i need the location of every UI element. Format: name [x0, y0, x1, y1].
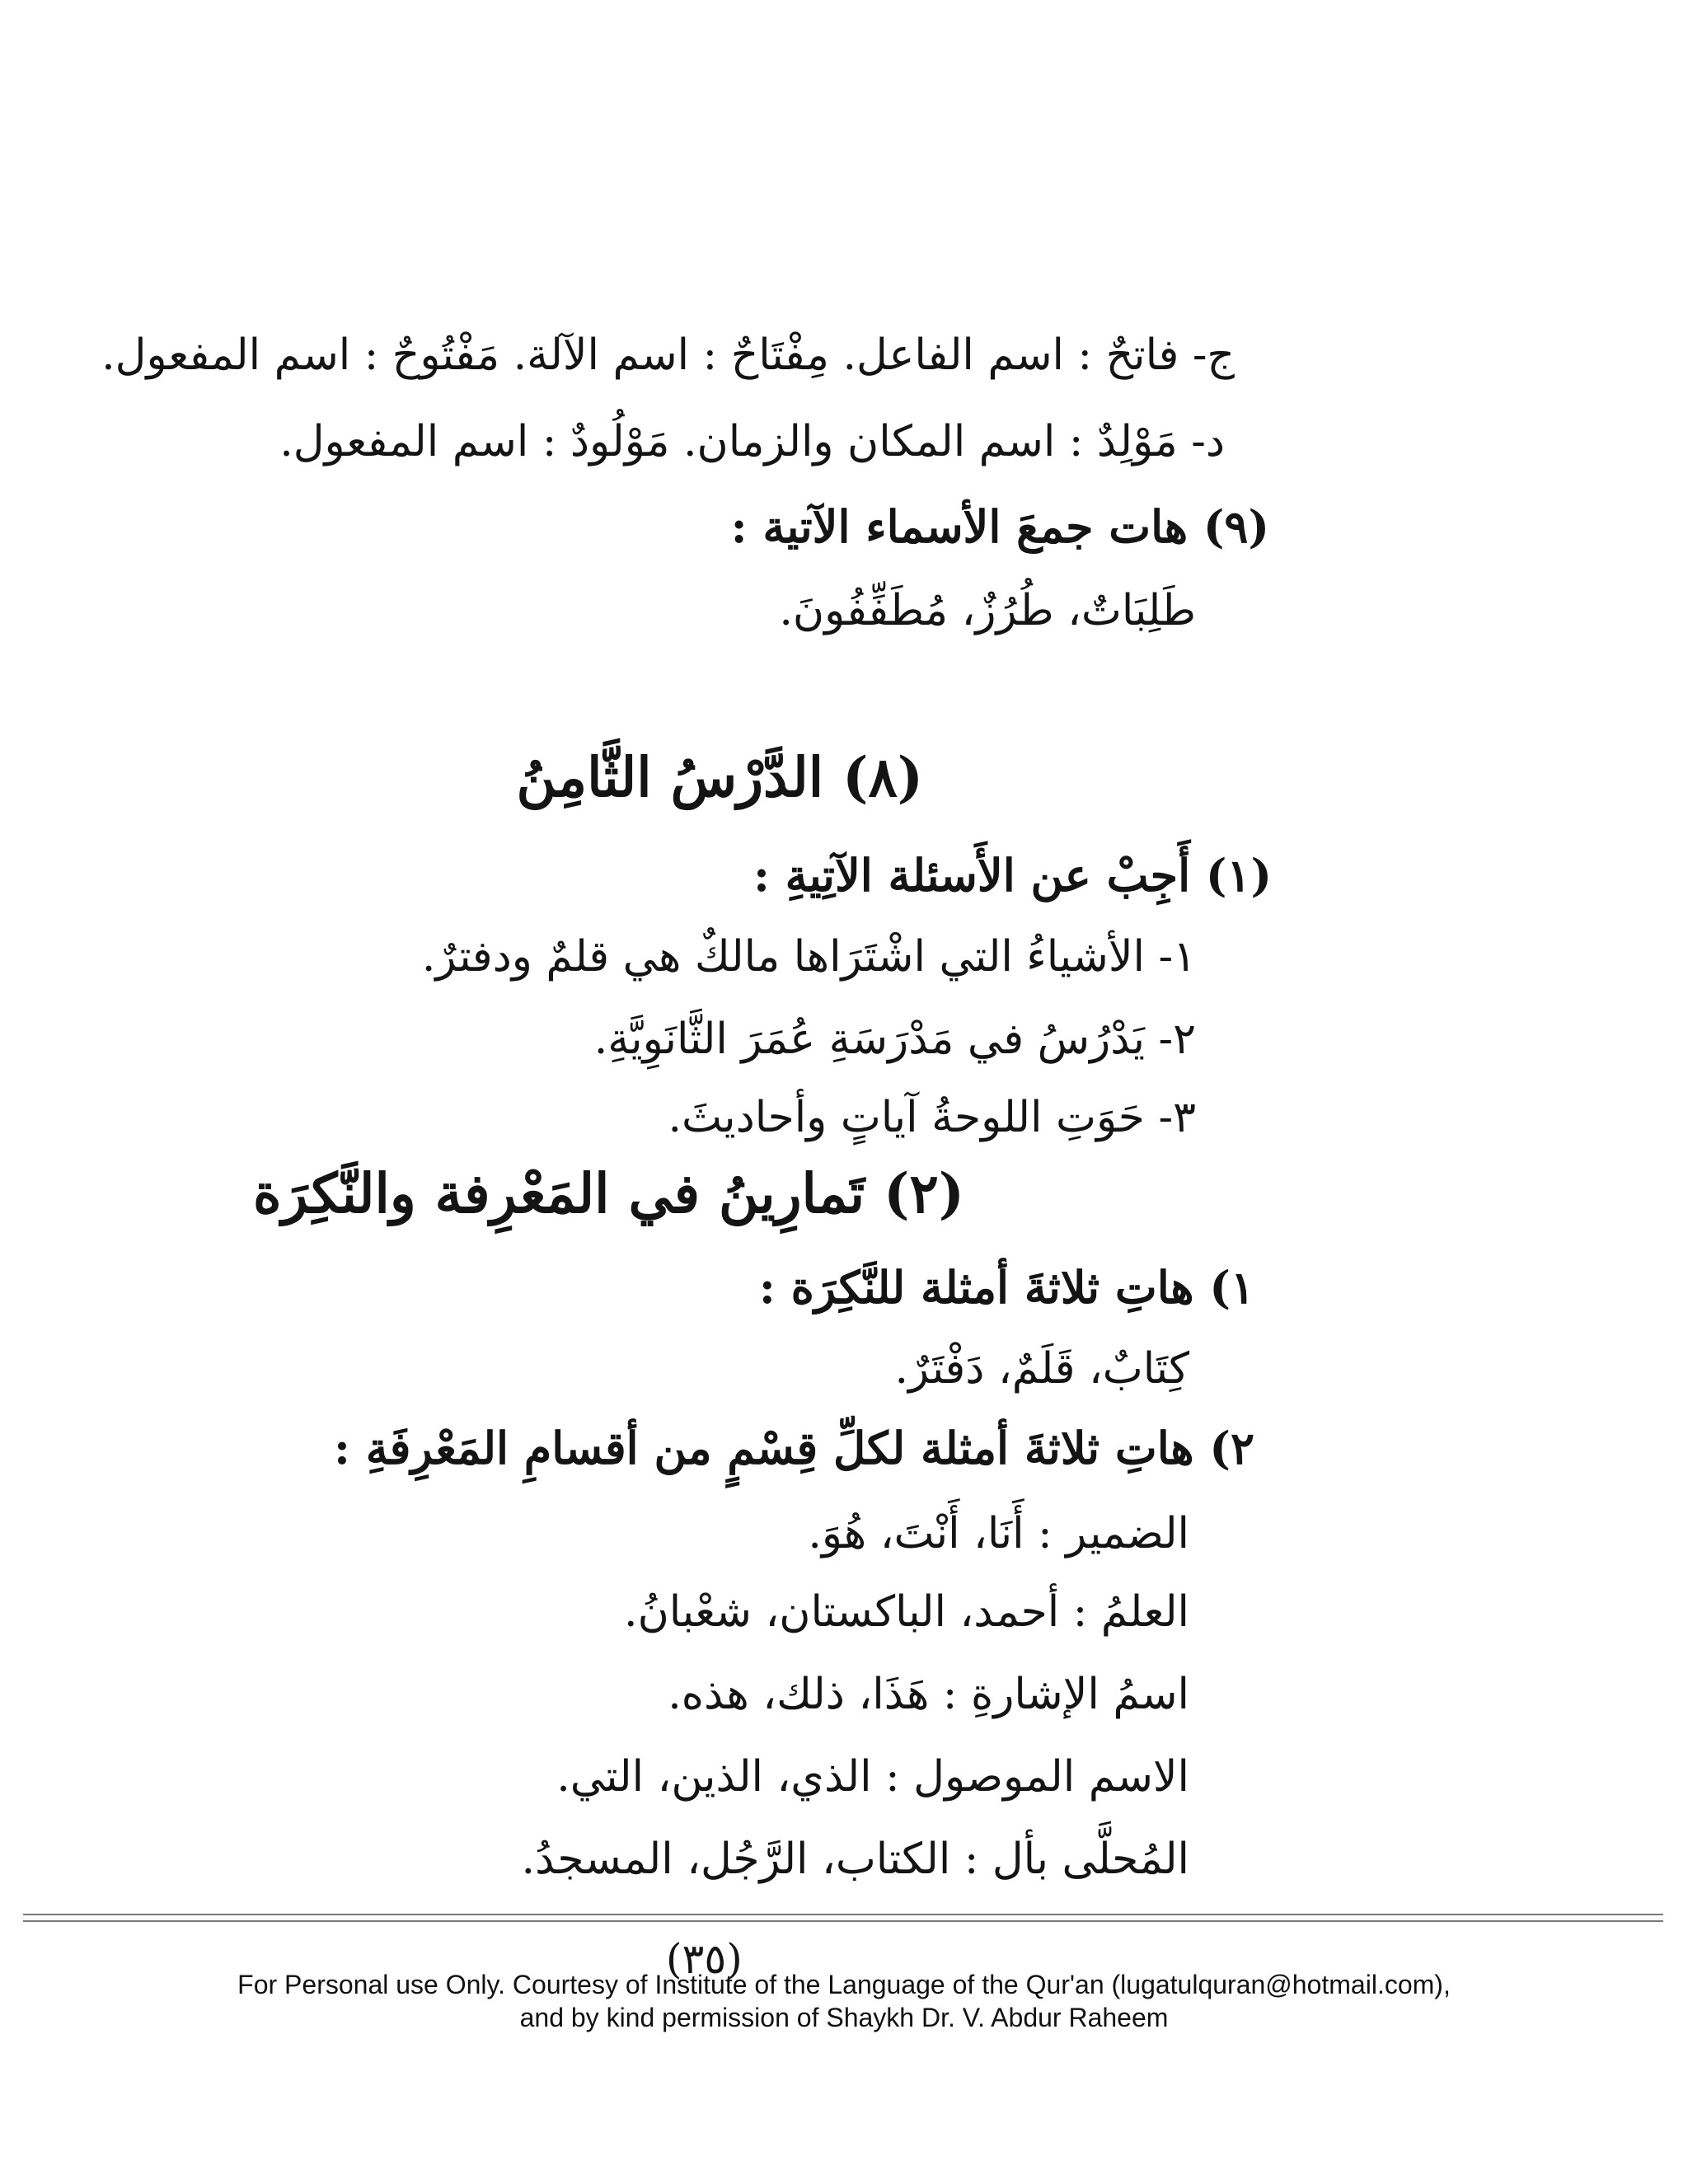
q1-item-2: ٢- يَدْرُسُ في مَدْرَسَةِ عُمَرَ الثَّانَوِيَّةِ. — [593, 1015, 1196, 1064]
exercise9-answer: طَلِبَاتٌ، طُرُزٌ، مُطَفِّفُونَ. — [779, 586, 1196, 635]
q2-sub2-item-1: الضمير : أَنَا، أَنْتَ، هُوَ. — [808, 1509, 1189, 1558]
footer-line-1: For Personal use Only. Courtesy of Institute of the Language of the Qur'an (lugatulquran@hotmail.com), — [237, 1970, 1451, 1999]
q1-heading: (١) أَجِبْ عن الأَسئلة الآتِيةِ : — [753, 849, 1272, 902]
q2-sub2-item-4: الاسم الموصول : الذي، الذين، التي. — [556, 1752, 1189, 1802]
exercise9-heading: (٩) هات جمعَ الأسماء الآتية : — [730, 500, 1269, 553]
divider-bottom — [23, 1920, 1663, 1922]
q1-item-1: ١- الأشياءُ التي اشْتَرَاها مالكٌ هي قلمٌ ودفترٌ. — [421, 932, 1196, 982]
q2-sub2-item-2: العلمُ : أحمد، الباكستان، شعْبانُ. — [624, 1587, 1189, 1637]
q2-sub2-heading: ٢) هاتِ ثلاثةَ أمثلة لكلِّ قِسْمٍ من أقسامِ المَعْرِفَةِ : — [333, 1422, 1254, 1474]
q2-sub2-item-3: اسمُ الإشارةِ : هَذَا، ذلك، هذه. — [668, 1670, 1189, 1719]
answer-line-d: د- مَوْلِدٌ : اسم المكان والزمان. مَوْلُودٌ : اسم المفعول. — [279, 417, 1225, 466]
q1-item-3: ٣- حَوَتِ اللوحةُ آياتٍ وأحاديثَ. — [668, 1093, 1196, 1142]
lesson-title: (٨) الدَّرْسُ الثَّامِنُ — [516, 745, 923, 809]
q2-heading: (٢) تَمارِينُ في المَعْرِفة والنَّكِرَة — [253, 1161, 964, 1226]
page-number: (٣٥) — [666, 1935, 743, 1983]
answer-line-j: ج- فاتحٌ : اسم الفاعل. مِفْتَاحٌ : اسم الآلة. مَفْتُوحٌ : اسم المفعول. — [101, 330, 1235, 380]
divider-top — [23, 1914, 1663, 1915]
q2-sub2-item-5: المُحلَّى بأل : الكتاب، الرَّجُل، المسجدُ. — [521, 1835, 1189, 1884]
q2-sub1-heading: ١) هاتِ ثلاثةَ أمثلة للنَّكِرَة : — [758, 1261, 1254, 1314]
q2-sub1-answer: كِتَابٌ، قَلَمٌ، دَفْتَرٌ. — [894, 1344, 1189, 1394]
footer-line-2: and by kind permission of Shaykh Dr. V. Abdur Raheem — [519, 2003, 1169, 2032]
